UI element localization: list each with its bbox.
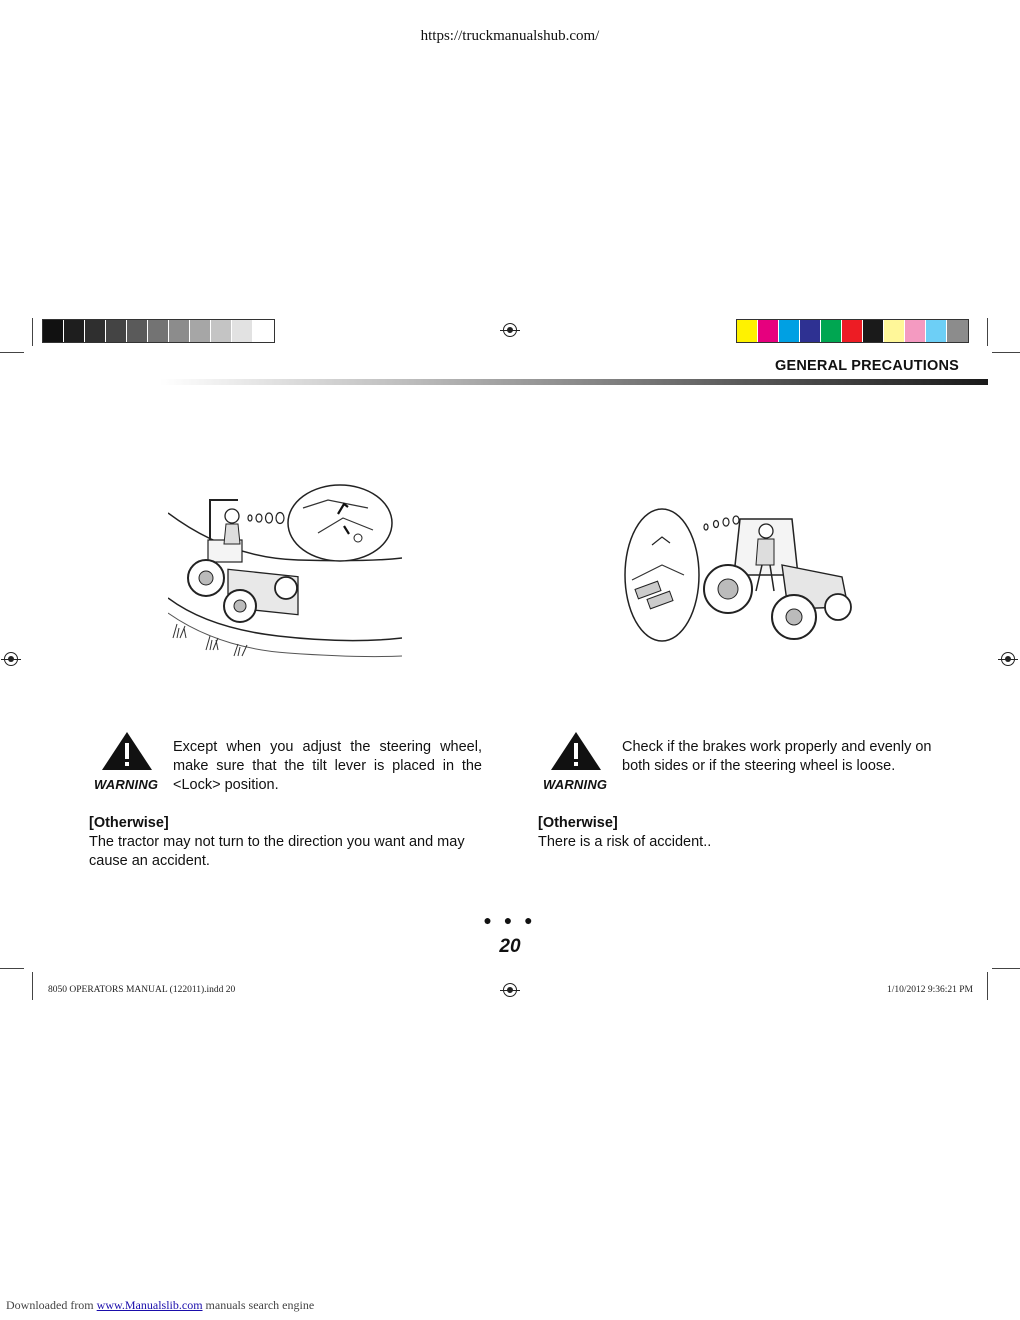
gray-swatch	[64, 320, 85, 342]
otherwise-heading: [Otherwise]	[538, 815, 618, 831]
section-title-bar	[160, 379, 988, 385]
color-swatch	[737, 320, 758, 342]
gray-swatch	[169, 320, 190, 342]
color-swatch	[758, 320, 779, 342]
color-swatch	[779, 320, 800, 342]
crop-mark	[0, 968, 24, 969]
color-swatch	[926, 320, 947, 342]
registration-mark-icon	[4, 652, 18, 666]
crop-mark	[0, 352, 24, 353]
gray-swatch	[85, 320, 106, 342]
gray-swatch	[43, 320, 64, 342]
warning-icon	[100, 730, 160, 777]
color-swatch	[905, 320, 926, 342]
slug-file-info: 8050 OPERATORS MANUAL (122011).indd 20	[48, 985, 236, 995]
otherwise-heading: [Otherwise]	[89, 815, 169, 831]
page-number: 20	[499, 936, 521, 957]
color-swatch	[863, 320, 884, 342]
color-swatch	[842, 320, 863, 342]
gray-swatch	[106, 320, 127, 342]
otherwise-text: There is a risk of accident..	[538, 834, 712, 850]
manualslib-link[interactable]: www.Manualslib.com	[96, 1298, 203, 1312]
color-swatch	[947, 320, 968, 342]
otherwise-text: The tractor may not turn to the direction you want and may cause an accident.	[89, 834, 465, 869]
illustration-steering-tilt	[168, 478, 402, 666]
section-title: GENERAL PRECAUTIONS	[775, 358, 959, 374]
color-swatch	[821, 320, 842, 342]
footer-prefix: Downloaded from	[6, 1298, 94, 1312]
gray-swatch	[232, 320, 253, 342]
crop-mark	[992, 352, 1020, 353]
grayscale-calibration-strip	[42, 319, 275, 343]
gray-swatch	[253, 320, 274, 342]
crop-mark	[32, 972, 33, 1000]
download-footer	[6, 1298, 314, 1313]
registration-mark-icon	[503, 323, 517, 337]
warning-label: WARNING	[543, 777, 608, 792]
registration-mark-icon	[1001, 652, 1015, 666]
crop-mark	[992, 968, 1020, 969]
gray-swatch	[127, 320, 148, 342]
color-swatch	[884, 320, 905, 342]
gray-swatch	[211, 320, 232, 342]
page-dots: ● ● ●	[483, 912, 537, 928]
crop-mark	[987, 972, 988, 1000]
color-swatch	[800, 320, 821, 342]
warning-text: Except when you adjust the steering wheel, make sure that the tilt lever is placed in the <Lock> position.	[173, 739, 482, 793]
registration-mark-icon	[503, 983, 517, 997]
warning-label: WARNING	[94, 777, 159, 792]
gray-swatch	[190, 320, 211, 342]
gray-swatch	[148, 320, 169, 342]
slug-timestamp: 1/10/2012 9:36:21 PM	[886, 985, 973, 995]
illustration-brake-check	[622, 505, 856, 645]
crop-mark	[987, 318, 988, 346]
warning-icon	[549, 730, 609, 777]
footer-suffix: manuals search engine	[205, 1298, 315, 1312]
warning-text: Check if the brakes work properly and evenly on both sides or if the steering wheel is loose.	[622, 739, 932, 774]
color-calibration-strip	[736, 319, 969, 343]
header-url: https://truckmanualshub.com/	[420, 28, 600, 44]
crop-mark	[32, 318, 33, 346]
